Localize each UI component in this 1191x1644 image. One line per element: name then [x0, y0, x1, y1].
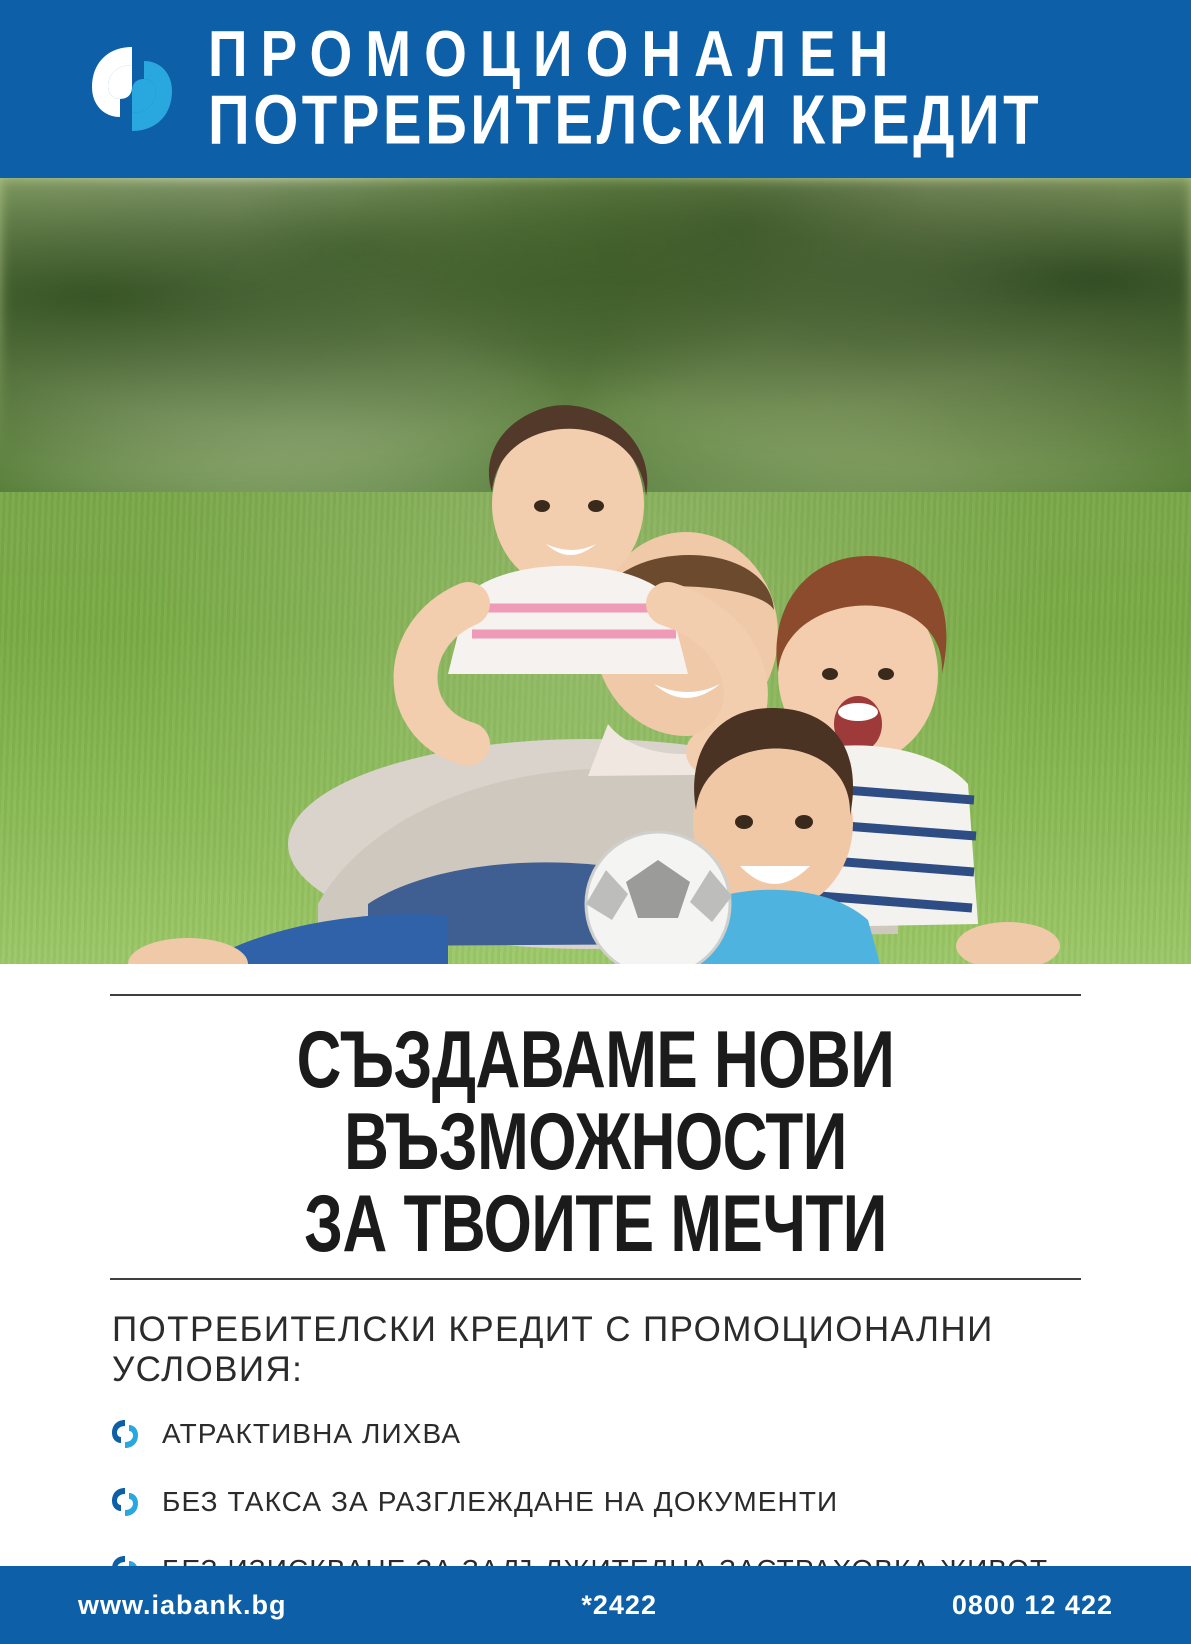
hero-image: [0, 178, 1191, 964]
list-item: [110, 1486, 1081, 1518]
headline-line-2: ЗА ТВОИТЕ МЕЧТИ: [304, 1179, 887, 1270]
headline-line-1: СЪЗДАВАМЕ НОВИ ВЪЗМОЖНОСТИ: [296, 1015, 895, 1188]
benefits-list: [110, 1418, 1081, 1586]
short-number[interactable]: *2422: [581, 1589, 657, 1620]
ia-bank-bullet-icon: [110, 1487, 140, 1517]
benefit-label: БЕЗ ТАКСА ЗА РАЗГЛЕЖДАНЕ НА ДОКУМЕНТИ: [162, 1485, 839, 1517]
family-illustration: [68, 204, 1168, 964]
ia-bank-logo-icon: [86, 43, 178, 135]
list-item: [110, 1418, 1081, 1450]
phone-number[interactable]: 0800 12 422: [951, 1589, 1113, 1620]
header-title-line2: ПОТРЕБИТЕЛСКИ КРЕДИТ: [208, 81, 1043, 160]
poster-header: [0, 0, 1191, 178]
header-title-line1: ПРОМОЦИОНАЛЕН: [208, 17, 902, 91]
page-title: [110, 996, 1081, 1287]
ia-bank-bullet-icon: [110, 1419, 140, 1449]
poster-body: [0, 994, 1191, 1586]
benefit-label: АТРАКТИВНА ЛИХВА: [162, 1417, 462, 1449]
poster-footer: [0, 1566, 1191, 1644]
website-link[interactable]: www.iabank.bg: [78, 1589, 287, 1620]
subheading: ПОТРЕБИТЕЛСКИ КРЕДИТ С ПРОМОЦИОНАЛНИ УСЛОВИЯ:: [112, 1309, 994, 1389]
header-text-block: [208, 17, 1043, 160]
